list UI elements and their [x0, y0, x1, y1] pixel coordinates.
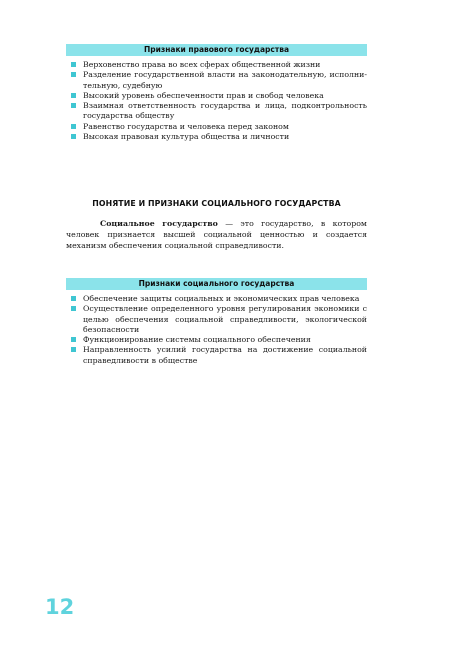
- page-number: 12: [45, 595, 75, 619]
- square-bullet-icon: [71, 93, 76, 98]
- social-state-section-title: ПОНЯТИЕ И ПРИЗНАКИ СОЦИАЛЬНОГО ГОСУДАРСТВА: [92, 199, 341, 208]
- list-item: Разделение государственной власти на законодательную, исполни-тельную, судебную: [66, 70, 367, 91]
- legal-state-heading: Признаки правового государства: [66, 44, 367, 56]
- square-bullet-icon: [71, 103, 76, 108]
- square-bullet-icon: [71, 124, 76, 129]
- square-bullet-icon: [71, 62, 76, 67]
- list-item: Функционирование системы социального обеспечения: [66, 335, 367, 345]
- square-bullet-icon: [71, 337, 76, 342]
- square-bullet-icon: [71, 306, 76, 311]
- square-bullet-icon: [71, 72, 76, 77]
- list-item: Верховенство права во всех сферах общественной жизни: [66, 60, 367, 70]
- square-bullet-icon: [71, 347, 76, 352]
- legal-state-list: [66, 60, 367, 142]
- list-item: Осуществление определенного уровня регулирования экономики с целью обеспечения социальной справедливости, экологической безопасности: [66, 304, 367, 335]
- definition-term: Социальное государство: [100, 219, 218, 228]
- list-item: Направленность усилий государства на достижение социальной справедливости в обществе: [66, 345, 367, 366]
- list-item: Равенство государства и человека перед законом: [66, 122, 367, 132]
- social-state-definition: [66, 219, 367, 251]
- social-state-heading: Признаки социального государства: [66, 278, 367, 290]
- list-item: Обеспечение защиты социальных и экономических прав человека: [66, 294, 367, 304]
- social-state-list: [66, 294, 367, 366]
- square-bullet-icon: [71, 296, 76, 301]
- definition-text: — это государство, в котором человек признается высшей социальной ценностью и создается механизм обеспечения социальной справедливости.: [66, 219, 367, 250]
- list-item: Высокая правовая культура общества и личности: [66, 132, 367, 142]
- list-item: Высокий уровень обеспеченности прав и свобод человека: [66, 91, 367, 101]
- list-item: Взаимная ответственность государства и лица, подконтрольность государства обществу: [66, 101, 367, 122]
- square-bullet-icon: [71, 134, 76, 139]
